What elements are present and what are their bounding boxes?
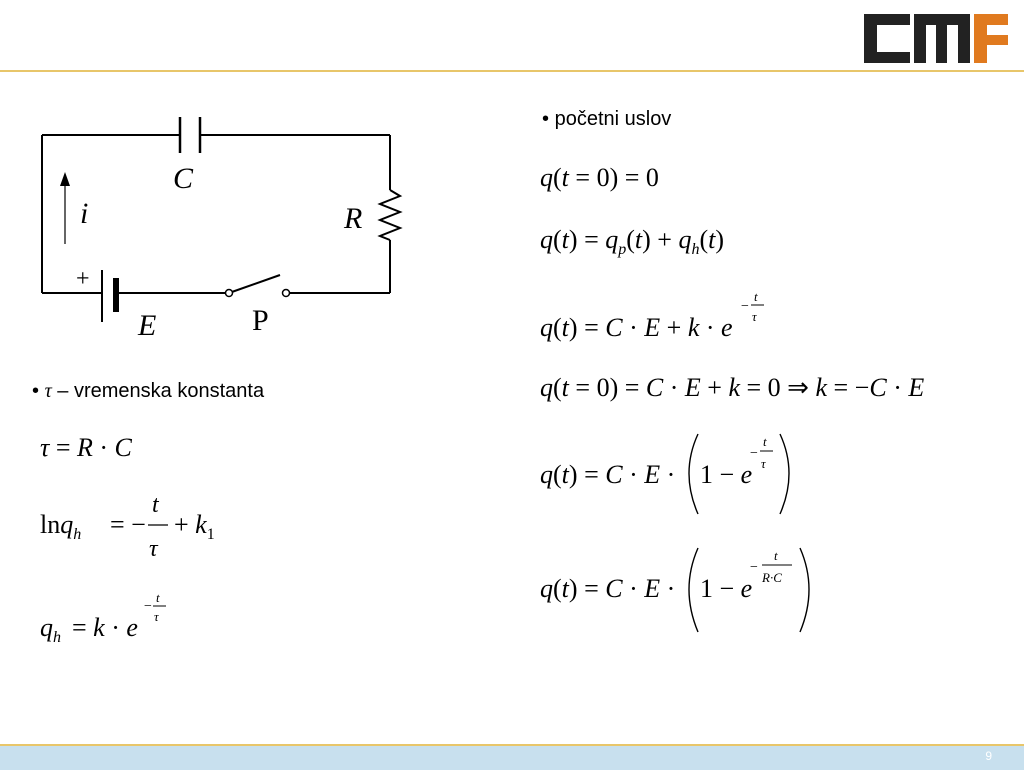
footer-bar — [0, 744, 1024, 770]
svg-text:1 − e: 1 − e — [700, 574, 753, 603]
initial-condition-label: početni uslov — [549, 108, 672, 130]
svg-text:−: − — [741, 299, 749, 314]
plus-label: + — [76, 266, 90, 292]
svg-text:q(t) = qp(t) + qh(t): $q(t) = q_p(t) + q_h(t)$ — [540, 225, 725, 258]
svg-text:= −: = − — [110, 510, 146, 539]
svg-text:t: t — [152, 492, 159, 518]
svg-text:q(t) = C · E + k · e: q(t) = C · E + k · e — [540, 313, 733, 342]
bullet-mark: • — [542, 108, 550, 130]
svg-text:q(t = 0) = 0: q(t = 0) = 0 — [540, 163, 659, 192]
svg-text:−: − — [750, 560, 758, 575]
bullet-mark: • — [32, 380, 40, 402]
switch-label: P — [252, 304, 269, 337]
equation-q-tau — [538, 428, 808, 518]
svg-text:τ: τ — [149, 536, 158, 562]
equation-tau — [38, 428, 178, 464]
page-number: 9 — [985, 749, 992, 763]
svg-text:−: − — [144, 599, 152, 614]
equation-q-sum — [538, 218, 778, 264]
tau-bullet — [32, 380, 264, 403]
svg-text:q(t) = C · E ·: q(t) = C · E · — [540, 574, 676, 603]
source-label: E — [138, 309, 157, 342]
equation-q-general — [538, 286, 778, 346]
svg-text:qh: $q_h$ — [40, 613, 61, 646]
equation-k-solution — [538, 368, 978, 408]
svg-text:lnqh: lnq$_h$ — [40, 510, 82, 543]
equation-ln-qh — [38, 490, 238, 570]
resistor-label: R — [344, 202, 363, 235]
initial-condition-bullet — [542, 108, 671, 131]
equation-initial-condition — [538, 158, 738, 198]
current-label: i — [80, 197, 89, 230]
svg-text:t: t — [754, 289, 758, 304]
svg-text:1 − e: 1 − e — [700, 460, 753, 489]
svg-text:τ: τ — [154, 609, 159, 624]
tau-description: – vremenska konstanta — [51, 380, 265, 402]
svg-text:t: t — [763, 434, 767, 449]
tau-symbol: τ — [44, 380, 52, 402]
svg-text:R·C: R·C — [762, 570, 782, 585]
svg-text:τ = R · C: τ = R · C — [40, 433, 132, 462]
svg-text:q(t) = C · E ·: q(t) = C · E · — [540, 460, 676, 489]
svg-text:+ k1: + $k_1$ — [174, 510, 215, 543]
svg-text:−: − — [750, 446, 758, 461]
svg-text:q(t = 0) = C · E + k = 0 ⇒ k =: q(t = 0) = C · E + k = 0 ⇒ k = −C · E — [540, 373, 925, 402]
svg-text:τ: τ — [752, 309, 757, 324]
capacitor-label: C — [173, 162, 194, 195]
svg-text:t: t — [774, 548, 778, 563]
svg-text:t: t — [156, 590, 160, 605]
equation-qh — [38, 588, 208, 648]
svg-text:= k · e: = k · e — [72, 613, 138, 642]
svg-text:τ: τ — [761, 456, 766, 471]
equation-q-rc — [538, 542, 838, 636]
